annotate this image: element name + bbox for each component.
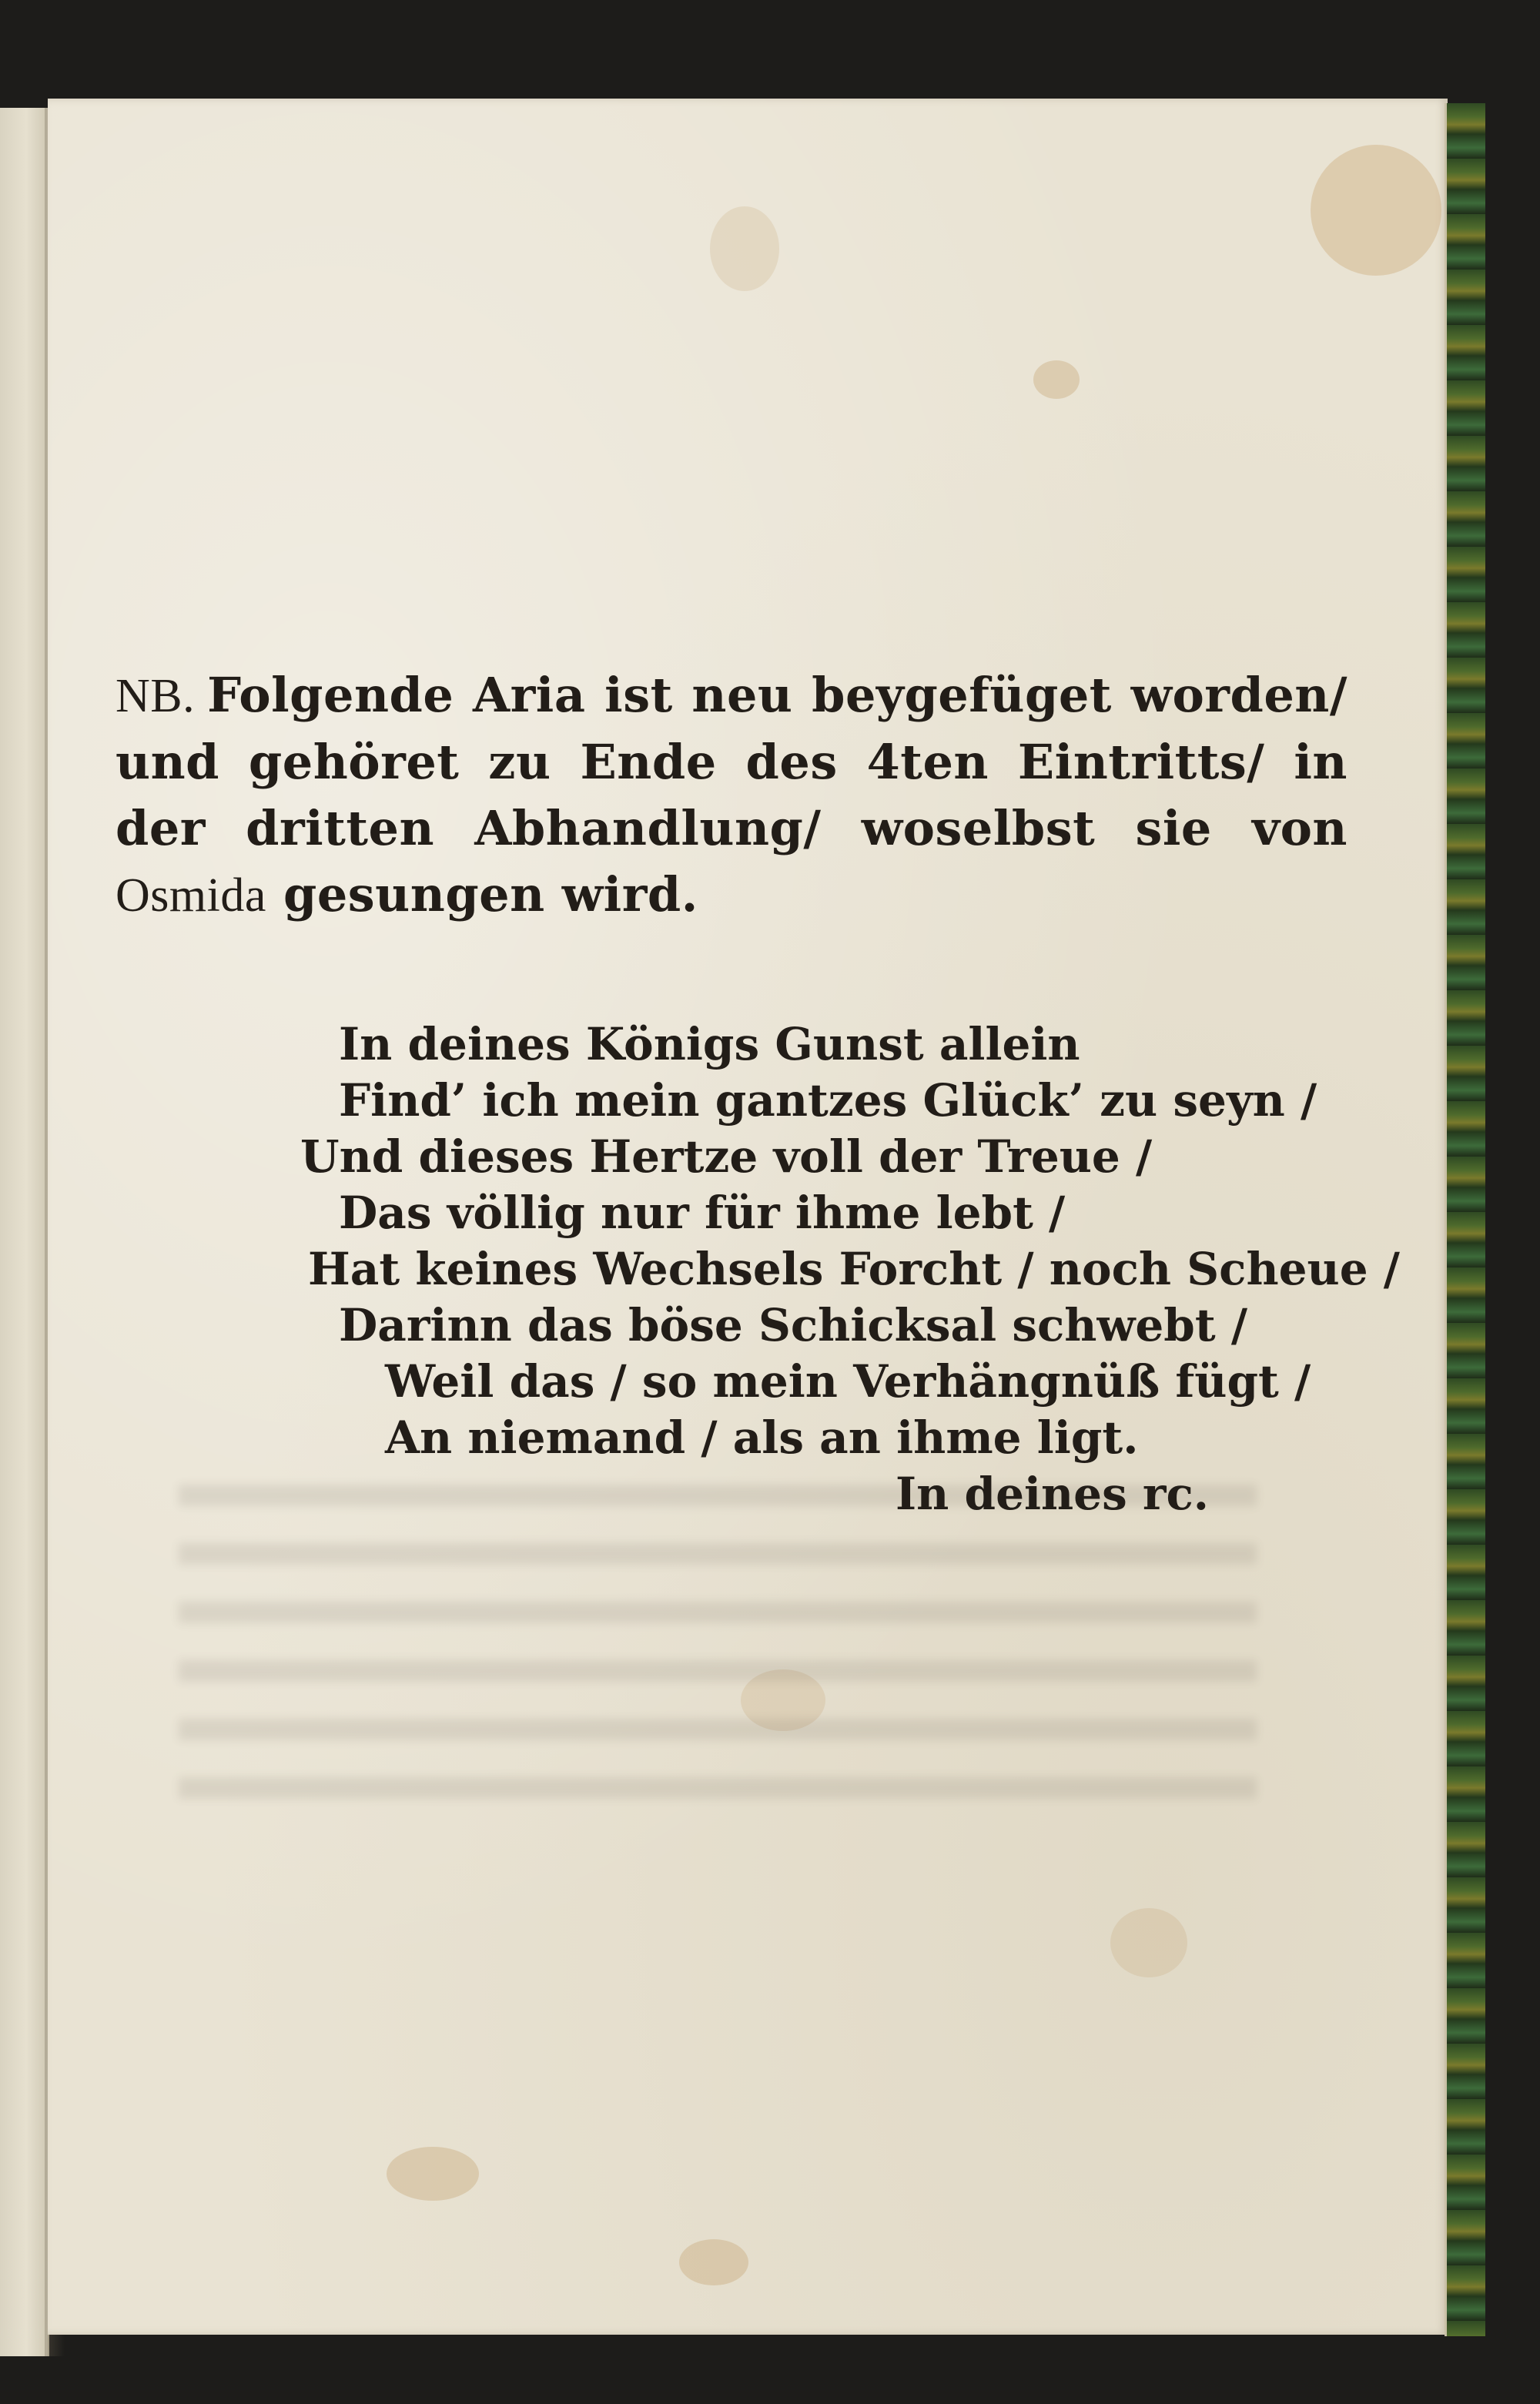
verse-line: Weil das / so mein Verhängnüß fügt / bbox=[385, 1355, 1311, 1408]
note-paragraph bbox=[116, 662, 1348, 929]
foxing-spot bbox=[1033, 360, 1080, 399]
nb-label: NB. bbox=[116, 670, 196, 722]
foxing-spot bbox=[679, 2239, 748, 2285]
aria-verse bbox=[300, 1016, 1400, 1522]
verse-line: An niemand / als an ihme ligt. bbox=[385, 1411, 1139, 1464]
foxing-spot bbox=[1311, 145, 1441, 276]
character-name: Osmida bbox=[116, 869, 266, 922]
foxing-spot bbox=[1110, 1908, 1187, 1977]
refrain-cue: In deines rc. bbox=[896, 1468, 1209, 1520]
verse-line: Und dieses Hertze voll der Treue / bbox=[300, 1130, 1153, 1183]
foxing-spot bbox=[710, 206, 779, 291]
left-page-edge bbox=[0, 108, 49, 2356]
foxing-spot bbox=[387, 2147, 479, 2201]
verse-line: In deines Königs Gunst allein bbox=[339, 1018, 1080, 1070]
marbled-cover-edge bbox=[1445, 103, 1485, 2336]
verse-line: Find’ ich mein gantzes Glück’ zu seyn / bbox=[339, 1074, 1317, 1127]
verse-line: Das völlig nur für ihme lebt / bbox=[339, 1187, 1066, 1239]
note-text-end: gesungen wird. bbox=[283, 866, 698, 922]
verse-line: Hat keines Wechsels Forcht / noch Scheue / bbox=[308, 1243, 1400, 1295]
show-through-text bbox=[179, 1485, 1257, 1808]
editorial-note bbox=[116, 662, 1348, 929]
verse-line: Darinn das böse Schicksal schwebt / bbox=[339, 1299, 1248, 1351]
note-text: Folgende Aria ist neu beygefüget worden/ und gehöret zu Ende des 4ten Eintritts/ in der dritten Abhandlung/ woselbst sie von bbox=[116, 667, 1348, 856]
